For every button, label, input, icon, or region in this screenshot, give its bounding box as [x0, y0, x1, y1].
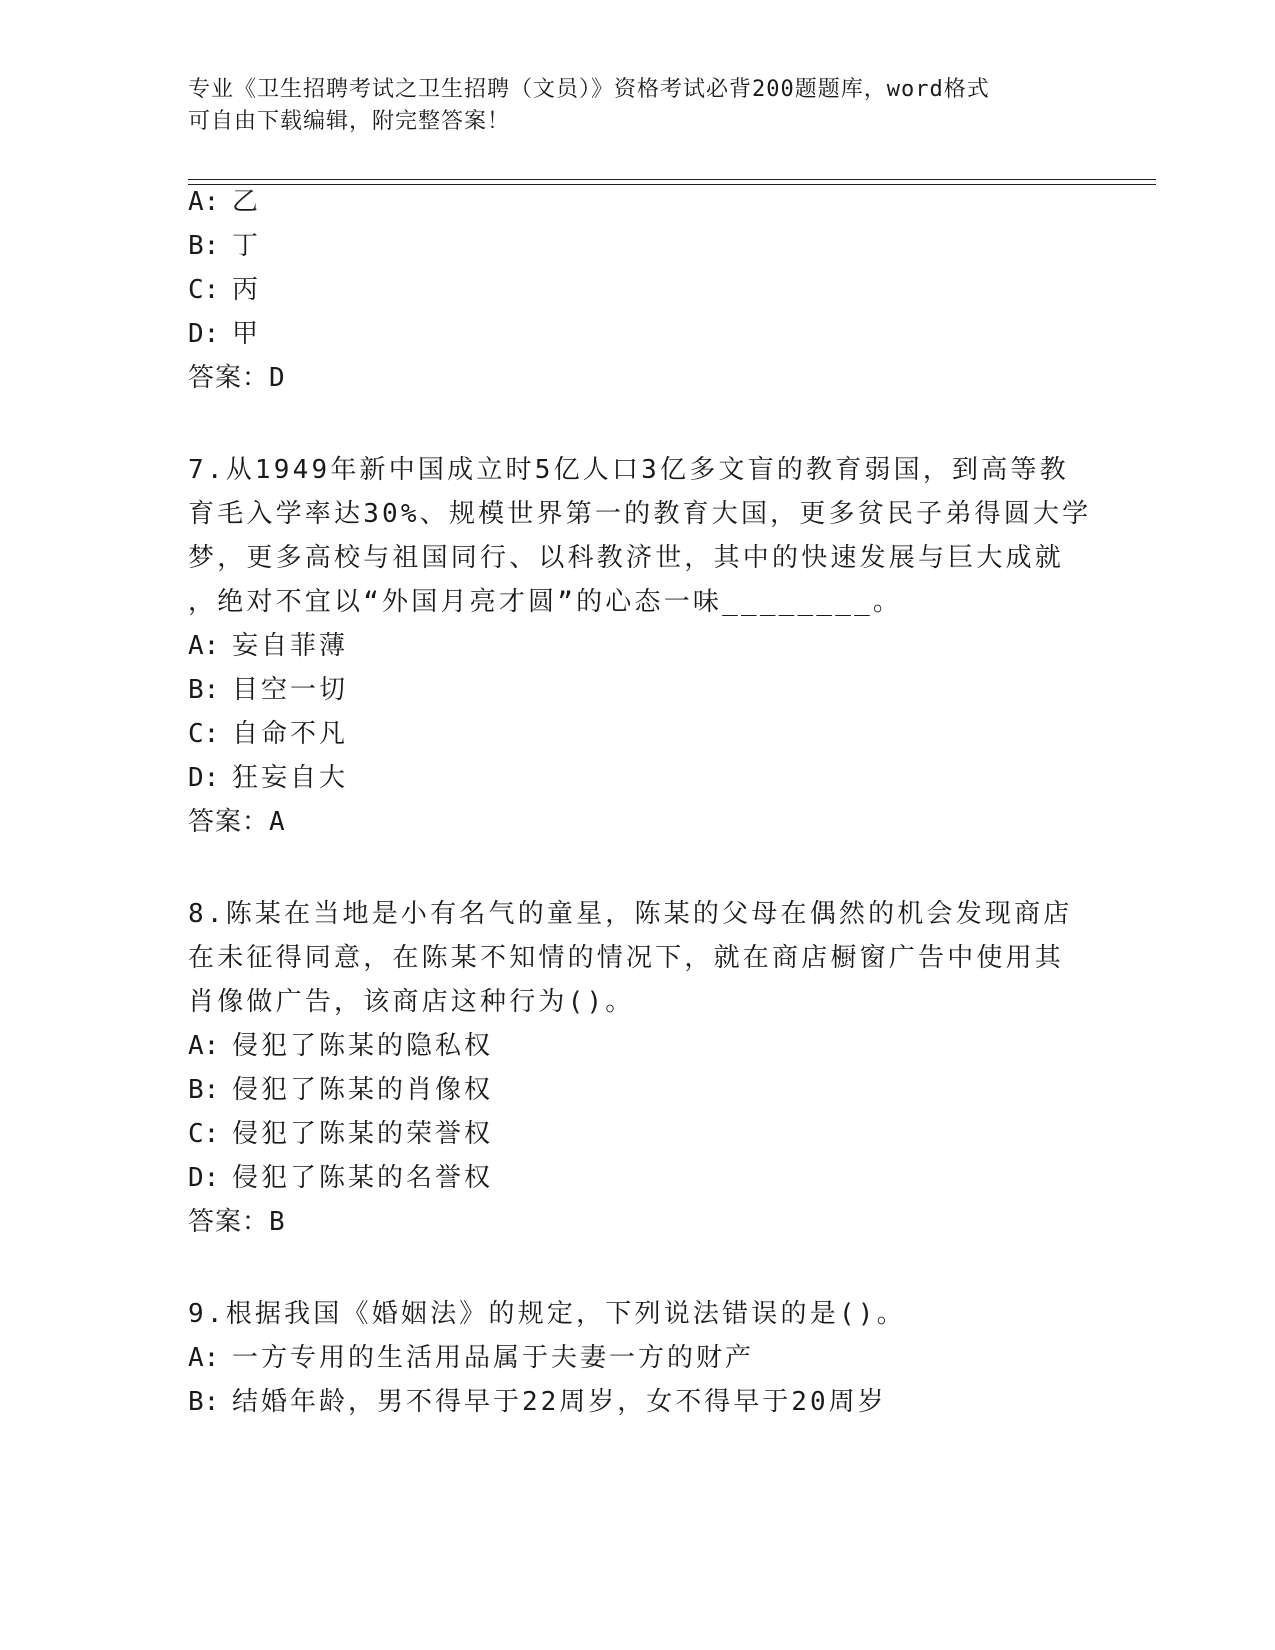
q6-answer	[188, 362, 285, 394]
q8-option-c	[188, 1118, 493, 1150]
q7-stem-line-3: 梦，更多高校与祖国同行、以科教济世，其中的快速发展与巨大成就	[188, 543, 1065, 573]
option-label: A:	[188, 1031, 220, 1061]
q9-option-b	[188, 1386, 887, 1418]
q6-option-c	[188, 274, 261, 306]
option-label: C:	[188, 719, 220, 749]
option-label: B:	[188, 1075, 220, 1105]
answer-label: 答案：	[188, 1207, 270, 1237]
answer-label: 答案：	[188, 363, 270, 393]
answer-label: 答案：	[188, 807, 270, 837]
option-text: 甲	[232, 319, 262, 349]
header-divider-top	[188, 179, 1156, 180]
option-text: 侵犯了陈某的名誉权	[232, 1163, 494, 1193]
option-text: 狂妄自大	[232, 763, 349, 793]
option-label: A:	[188, 1343, 220, 1373]
q6-option-d	[188, 318, 261, 350]
option-label: D:	[188, 319, 220, 349]
answer-value: A	[269, 807, 285, 837]
option-text: 丁	[232, 231, 262, 261]
option-text: 侵犯了陈某的荣誉权	[232, 1119, 494, 1149]
option-text: 目空一切	[232, 675, 349, 705]
q7-answer	[188, 806, 285, 838]
q9-option-a	[188, 1342, 754, 1374]
q9-stem-line-1: 9.根据我国《婚姻法》的规定，下列说法错误的是()。	[188, 1299, 906, 1329]
document-header	[188, 74, 1078, 138]
q8-option-d	[188, 1162, 493, 1194]
option-text: 侵犯了陈某的隐私权	[232, 1031, 494, 1061]
q8-stem-line-1: 8.陈某在当地是小有名气的童星，陈某的父母在偶然的机会发现商店	[188, 899, 1073, 929]
option-text: 一方专用的生活用品属于夫妻一方的财产	[232, 1343, 755, 1373]
q8-stem-line-2: 在未征得同意，在陈某不知情的情况下，就在商店橱窗广告中使用其	[188, 943, 1065, 973]
option-text: 丙	[232, 275, 262, 305]
q8-option-a	[188, 1030, 493, 1062]
option-label: A:	[188, 187, 220, 217]
option-text: 侵犯了陈某的肖像权	[232, 1075, 494, 1105]
q7-stem-line-1: 7.从1949年新中国成立时5亿人口3亿多文盲的教育弱国，到高等教	[188, 455, 1069, 485]
option-label: B:	[188, 231, 220, 261]
q7-stem-line-2: 育毛入学率达30%、规模世界第一的教育大国，更多贫民子弟得圆大学	[188, 499, 1092, 529]
header-line-1: 专业《卫生招聘考试之卫生招聘（文员）》资格考试必背200题题库，word格式	[188, 77, 990, 102]
option-label: B:	[188, 675, 220, 705]
option-label: C:	[188, 275, 220, 305]
q6-option-b	[188, 230, 261, 262]
option-label: D:	[188, 763, 220, 793]
option-label: A:	[188, 631, 220, 661]
option-label: D:	[188, 1163, 220, 1193]
answer-value: D	[269, 363, 285, 393]
option-label: B:	[188, 1387, 220, 1417]
option-text: 结婚年龄，男不得早于22周岁，女不得早于20周岁	[232, 1387, 887, 1417]
answer-value: B	[269, 1207, 285, 1237]
option-label: C:	[188, 1119, 220, 1149]
option-text: 乙	[232, 187, 262, 217]
q7-option-d	[188, 762, 348, 794]
option-text: 妄自菲薄	[232, 631, 349, 661]
option-text: 自命不凡	[232, 719, 349, 749]
q7-option-b	[188, 674, 348, 706]
q7-option-a	[188, 630, 348, 662]
q8-option-b	[188, 1074, 493, 1106]
q8-stem-line-3: 肖像做广告，该商店这种行为()。	[188, 987, 635, 1017]
q7-stem-line-4: ，绝对不宜以“外国月亮才圆”的心态一味________。	[188, 587, 903, 617]
q6-option-a	[188, 186, 261, 218]
q7-option-c	[188, 718, 348, 750]
header-divider-bottom	[188, 184, 1156, 185]
header-line-2: 可自由下载编辑，附完整答案！	[188, 109, 511, 134]
q8-answer	[188, 1206, 285, 1238]
